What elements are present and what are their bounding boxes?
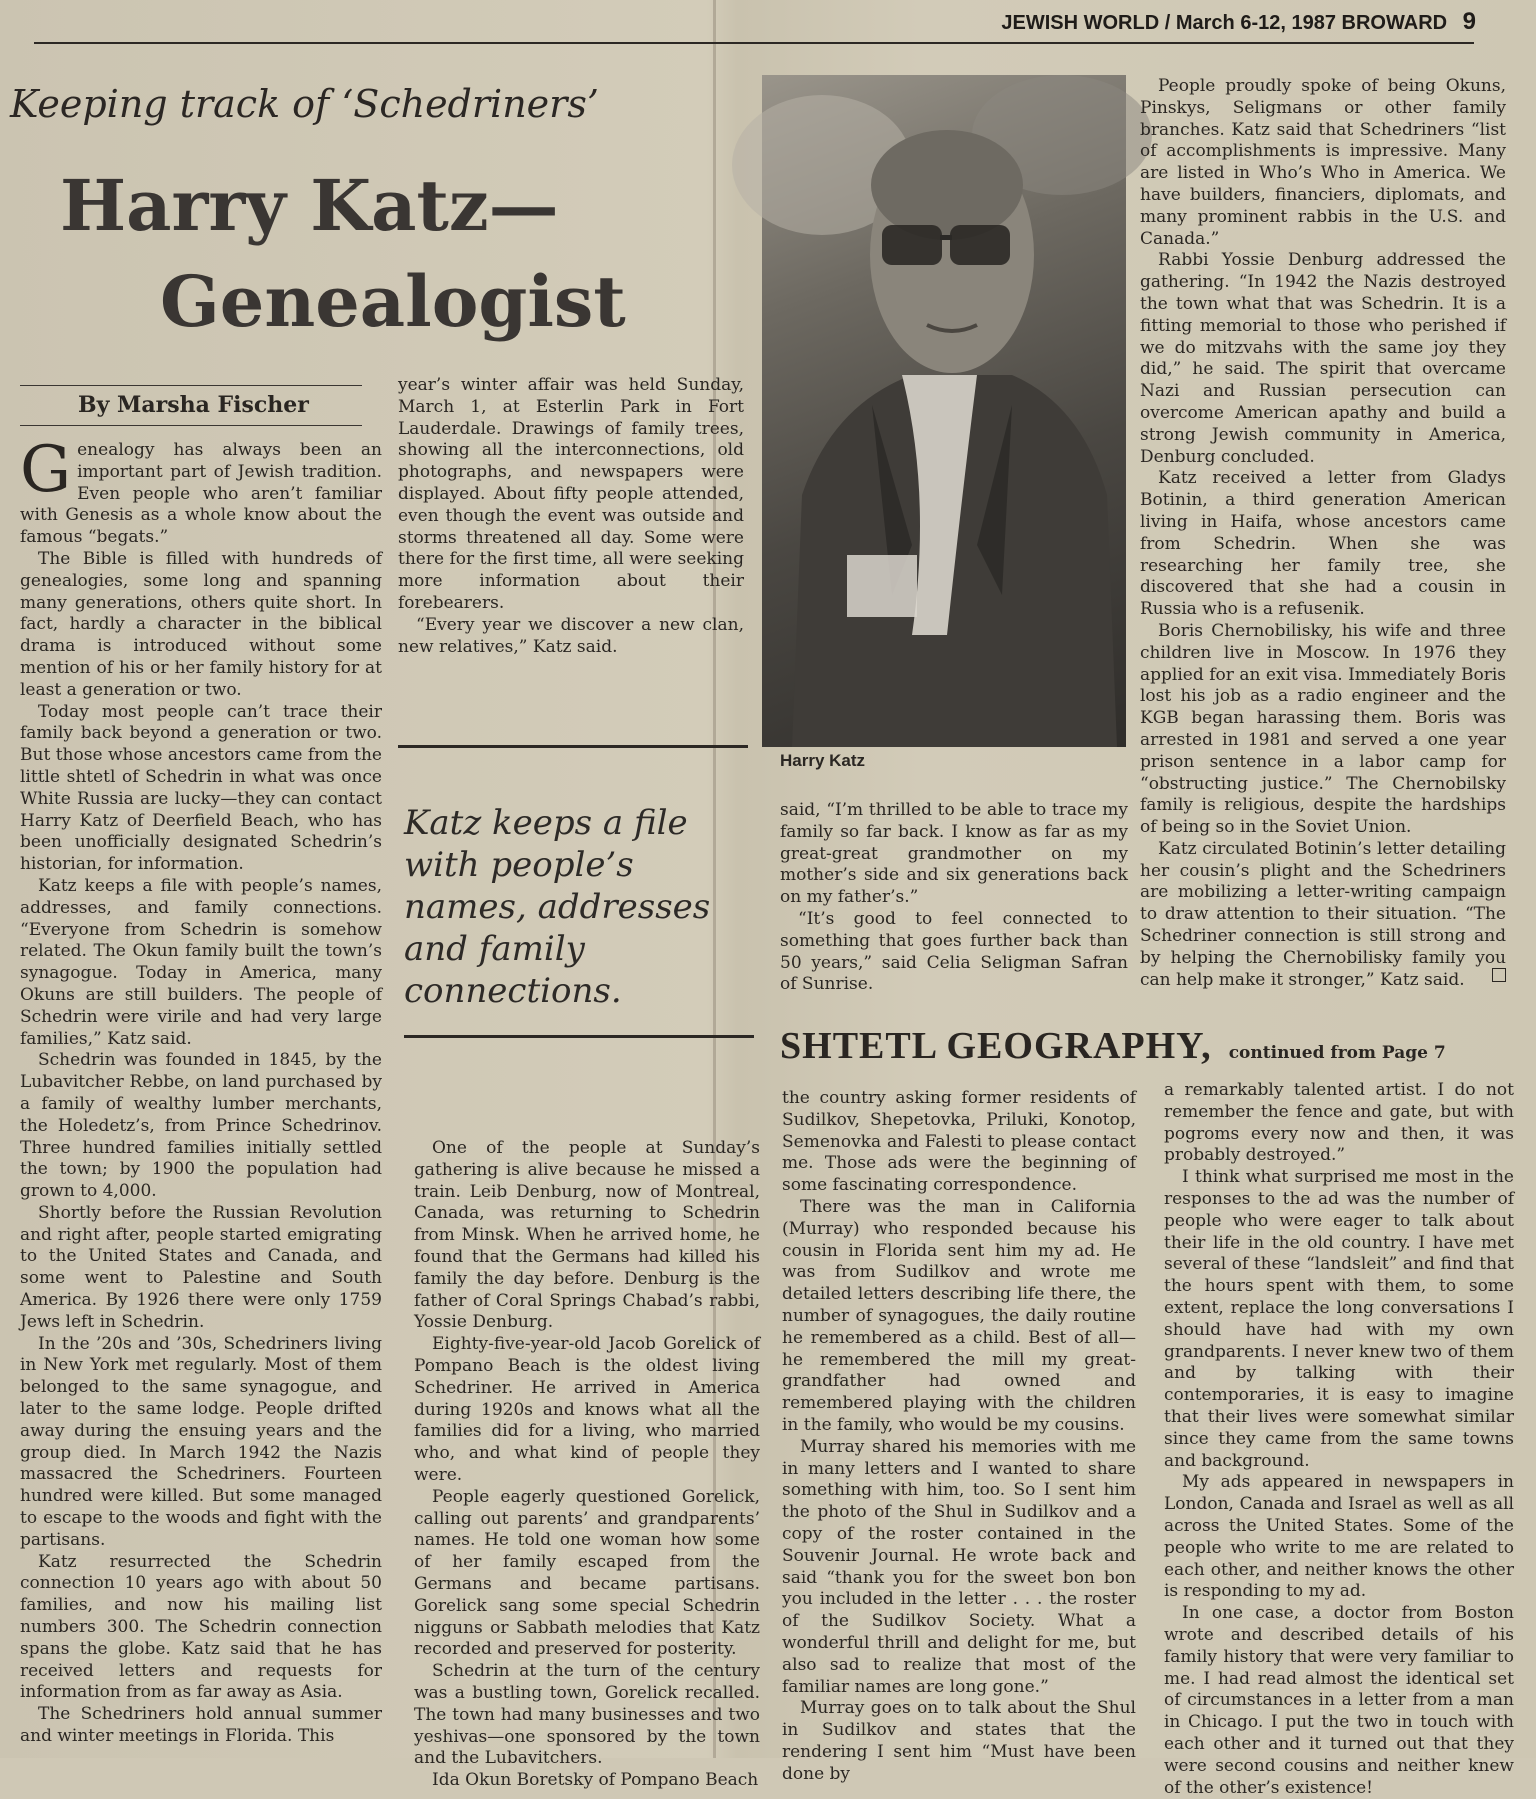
pullquote-rule-bottom bbox=[404, 1035, 754, 1038]
article-column-2-bottom bbox=[414, 1138, 760, 1791]
article-column-4-top bbox=[1140, 76, 1506, 990]
masthead-separator: / bbox=[1164, 12, 1171, 34]
paragraph: One of the people at Sunday’s gathering is alive because he missed a train. Leib Denburg, now of Montreal, Canada, was returning to Schedrin from Minsk. When he arrived home, he found that the Germans had killed his family the day before. Denburg is the father of Coral Springs Chabad’s rabbi, Yossie Denburg. bbox=[414, 1138, 760, 1333]
end-of-article-mark bbox=[1492, 968, 1506, 982]
article-column-2-top bbox=[398, 375, 744, 657]
paragraph: enealogy has always been an important part of Jewish tradition. Even people who aren’t familiar with Genesis as a whole know about the famous “begats.” bbox=[20, 440, 382, 548]
paragraph: Ida Okun Boretsky of Pompano Beach bbox=[432, 1770, 759, 1791]
paragraph: “Every year we discover a new clan, new relatives,” Katz said. bbox=[398, 614, 744, 657]
paragraph: Murray shared his memories with me in many letters and I wanted to share something with him, too. So I sent him the photo of the Shul in Sudilkov and a copy of the roster contained in the Souvenir Journal. He wrote back and said “thank you for the sweet bon bon you included in the letter . . . the roster of the Sudilkov Society. What a wonderful thrill and delight for me, but also sad to realize that most of the familiar names are long gone.” bbox=[782, 1436, 1136, 1697]
paragraph: Katz keeps a file with people’s names, addresses, and family connections. “Everyone from Schedrin is somehow related. The Okun family built the town’s synagogue. Today in America, many Okuns are still builders. The people of Schedrin were virile and had very large families,” Katz said. bbox=[20, 875, 382, 1049]
section-heading bbox=[780, 1024, 1446, 1068]
paragraph: Shortly before the Russian Revolution and right after, people started emigrating to the United States and Canada, and some went to Palestine and South America. By 1926 there were only 1759 Jews left in Schedrin. bbox=[20, 1202, 382, 1332]
shtetl-column-1 bbox=[782, 1088, 1136, 1784]
paragraph: People proudly spoke of being Okuns, Pinskys, Seligmans or other family branches. Katz said that Schedriners “list of accomplishments is impressive. Many are listed in Who’s Who in America. We have builders, financiers, diplomats, and many prominent rabbis in the U.S. and Canada.” bbox=[1140, 76, 1506, 249]
headline bbox=[60, 158, 650, 350]
masthead-publication: JEWISH WORLD bbox=[1001, 12, 1160, 34]
paragraph: Boris Chernobilisky, his wife and three children live in Moscow. In 1976 they applied for an exit visa. Immediately Boris lost his job as a radio engineer and the KGB began harassing them. Boris was arrested in 1981 and served a one year prison sentence in a labor camp for “obstructing justice.” The Chernobilsky family is religious, despite the hardships of being so in the Soviet Union. bbox=[1140, 620, 1506, 838]
masthead-edition: BROWARD bbox=[1341, 12, 1448, 34]
paragraph: the country asking former residents of Sudilkov, Shepetovka, Priluki, Konotop, Semenovka and Falesti to please contact me. Those ads were the beginning of some fascinating correspondence. bbox=[782, 1088, 1136, 1196]
paragraph: Katz circulated Botinin’s letter detailing her cousin’s plight and the Schedriners are mobilizing a letter-writing campaign to draw attention to their situation. “The Schedriner connection is still strong and by helping the Chernobilisky family you can help make it stronger,” Katz said. bbox=[1140, 838, 1506, 990]
paragraph: Rabbi Yossie Denburg addressed the gathering. “In 1942 the Nazis destroyed the town what that was Schedrin. It is a fitting memorial to those who perished if we do mitzvahs with the same joy they did,” he said. The spirit that overcame Nazi and Russian persecution can overcome American apathy and build a strong Jewish community in America, Denburg concluded. bbox=[1140, 250, 1506, 467]
byline: By Marsha Fischer bbox=[78, 392, 309, 418]
paragraph: My ads appeared in newspapers in London, Canada and Israel as well as all across the United States. Some of the people who write to me are related to each other, and neither knows the other is responding to my ad. bbox=[1164, 1472, 1514, 1602]
article-column-1 bbox=[20, 433, 382, 1756]
paragraph: People eagerly questioned Gorelick, calling out parents’ and grandparents’ names. He told one woman how some of her family escaped from the Germans and became partisans. Gorelick sang some special Schedrin nigguns or Sabbath melodies that Katz recorded and preserved for posterity. bbox=[414, 1486, 760, 1660]
paragraph: year’s winter affair was held Sunday, March 1, at Esterlin Park in Fort Lauderdale. Drawings of family trees, showing all the interconnections, old photographs, and newspapers were displayed. About fifty people attended, even though the event was outside and storms threatened all day. Some were there for the first time, all were seeking more information about their forebearers. bbox=[398, 375, 744, 613]
masthead-rule bbox=[34, 42, 1474, 44]
shtetl-column-2 bbox=[1164, 1080, 1514, 1798]
masthead bbox=[1001, 8, 1476, 36]
portrait-photo bbox=[762, 75, 1126, 747]
paragraph: The Schedriners hold annual summer and winter meetings in Florida. This bbox=[20, 1704, 382, 1747]
pullquote-rule-top bbox=[398, 745, 748, 748]
paragraph: a remarkably talented artist. I do not remember the fence and gate, but with pogroms every now and then, it was probably destroyed.” bbox=[1164, 1080, 1514, 1166]
paragraph: “It’s good to feel connected to something that goes further back than 50 years,” said Celia Seligman Safran of Sunrise. bbox=[780, 908, 1128, 995]
paragraph: Katz received a letter from Gladys Botinin, a third generation American living in Haifa, whose ancestors came from Schedrin. When she was researching her family tree, she discovered that she had a cousin in Russia who is a refusenik. bbox=[1140, 468, 1506, 620]
section-heading-continuation: continued from Page 7 bbox=[1228, 1043, 1446, 1063]
article-column-3-mid bbox=[780, 800, 1128, 1006]
masthead-page-number: 9 bbox=[1462, 8, 1476, 35]
paragraph: Katz resurrected the Schedrin connection 10 years ago with about 50 families, and now his mailing list numbers 300. The Schedrin connection spans the globe. Katz said that he has received letters and requests for information from as far away as Asia. bbox=[20, 1551, 382, 1703]
masthead-dateline: March 6-12, 1987 bbox=[1175, 12, 1336, 34]
drop-cap: G bbox=[20, 433, 72, 507]
headline-line-2: Genealogist bbox=[160, 260, 626, 343]
paragraph: Schedrin was founded in 1845, by the Lubavitcher Rebbe, on land purchased by a family of wealthy lumber merchants, the Holedetz’s, from Prince Schedrinov. Three hundred families initially settled the town; by 1900 the population had grown to 4,000. bbox=[20, 1050, 382, 1202]
paragraph: In the ’20s and ’30s, Schedriners living in New York met regularly. Most of them belonged to the same synagogue, and later to the same lodge. People drifted away during the ensuing years and the group died. In March 1942 the Nazis massacred the Schedriners. Fourteen hundred were killed. But some managed to escape to the woods and fight with the partisans. bbox=[20, 1333, 382, 1550]
section-heading-title: SHTETL GEOGRAPHY, bbox=[780, 1025, 1212, 1067]
byline-rule-top bbox=[20, 385, 362, 386]
kicker: Keeping track of ‘Schedriners’ bbox=[10, 82, 599, 126]
paragraph: Today most people can’t trace their family back beyond a generation or two. But those whose ancestors came from the little shtetl of Schedrin in what was once White Russia are lucky—they can contact Harry Katz of Deerfield Beach, who has been unofficially designated Schedrin’s historian, for information. bbox=[20, 701, 382, 875]
byline-rule-bottom bbox=[20, 425, 362, 426]
paragraph: In one case, a doctor from Boston wrote and described details of his family history that were very familiar to me. I had read almost the identical set of circumstances in a letter from a man in Chicago. I put the two in touch with each other and it turned out that they were second cousins and neither knew of the other’s existence! bbox=[1164, 1603, 1514, 1798]
portrait-illustration bbox=[762, 75, 1126, 747]
paragraph: said, “I’m thrilled to be able to trace my family so far back. I know as far as my great-great grandmother on my mother’s side and six generations back on my father’s.” bbox=[780, 800, 1128, 908]
paragraph: There was the man in California (Murray) who responded because his cousin in Florida sent him my ad. He was from Sudilkov and wrote me detailed letters describing life there, the number of synagogues, the daily routine he remembered as a child. Best of all—he remembered the mill my great-grandfather had owned and remembered playing with the children in the family, who would be my cousins. bbox=[782, 1196, 1136, 1435]
paragraph: I think what surprised me most in the responses to the ad was the number of people who were eager to talk about their life in the old country. I have met several of these “landsleit” and find that the hours spent with them, to some extent, replace the long conversations I should have had with my own grandparents. I never knew two of them and by talking with their contemporaries, it is easy to imagine that their lives were somewhat similar since they came from the same towns and background. bbox=[1164, 1167, 1514, 1471]
paragraph: Eighty-five-year-old Jacob Gorelick of Pompano Beach is the oldest living Schedriner. He arrived in America during 1920s and knows what all the families did for a living, who married who, and what kind of people they were. bbox=[414, 1334, 760, 1485]
photo-caption: Harry Katz bbox=[780, 751, 866, 770]
paragraph: Schedrin at the turn of the century was a bustling town, Gorelick recalled. The town had many businesses and two yeshivas—one sponsored by the town and the Lubavitchers. bbox=[414, 1661, 760, 1769]
paragraph: Murray goes on to talk about the Shul in Sudilkov and states that the rendering I sent him “Must have been done by bbox=[782, 1698, 1136, 1784]
headline-line-1: Harry Katz— bbox=[60, 164, 559, 247]
pullquote: Katz keeps a file with people’s names, addresses and family connections. bbox=[404, 803, 711, 1011]
paragraph: The Bible is filled with hundreds of genealogies, some long and spanning many generations, others quite short. In fact, hardly a character in the biblical drama is introduced without some mention of his or her family history for at least a generation or two. bbox=[20, 548, 382, 700]
